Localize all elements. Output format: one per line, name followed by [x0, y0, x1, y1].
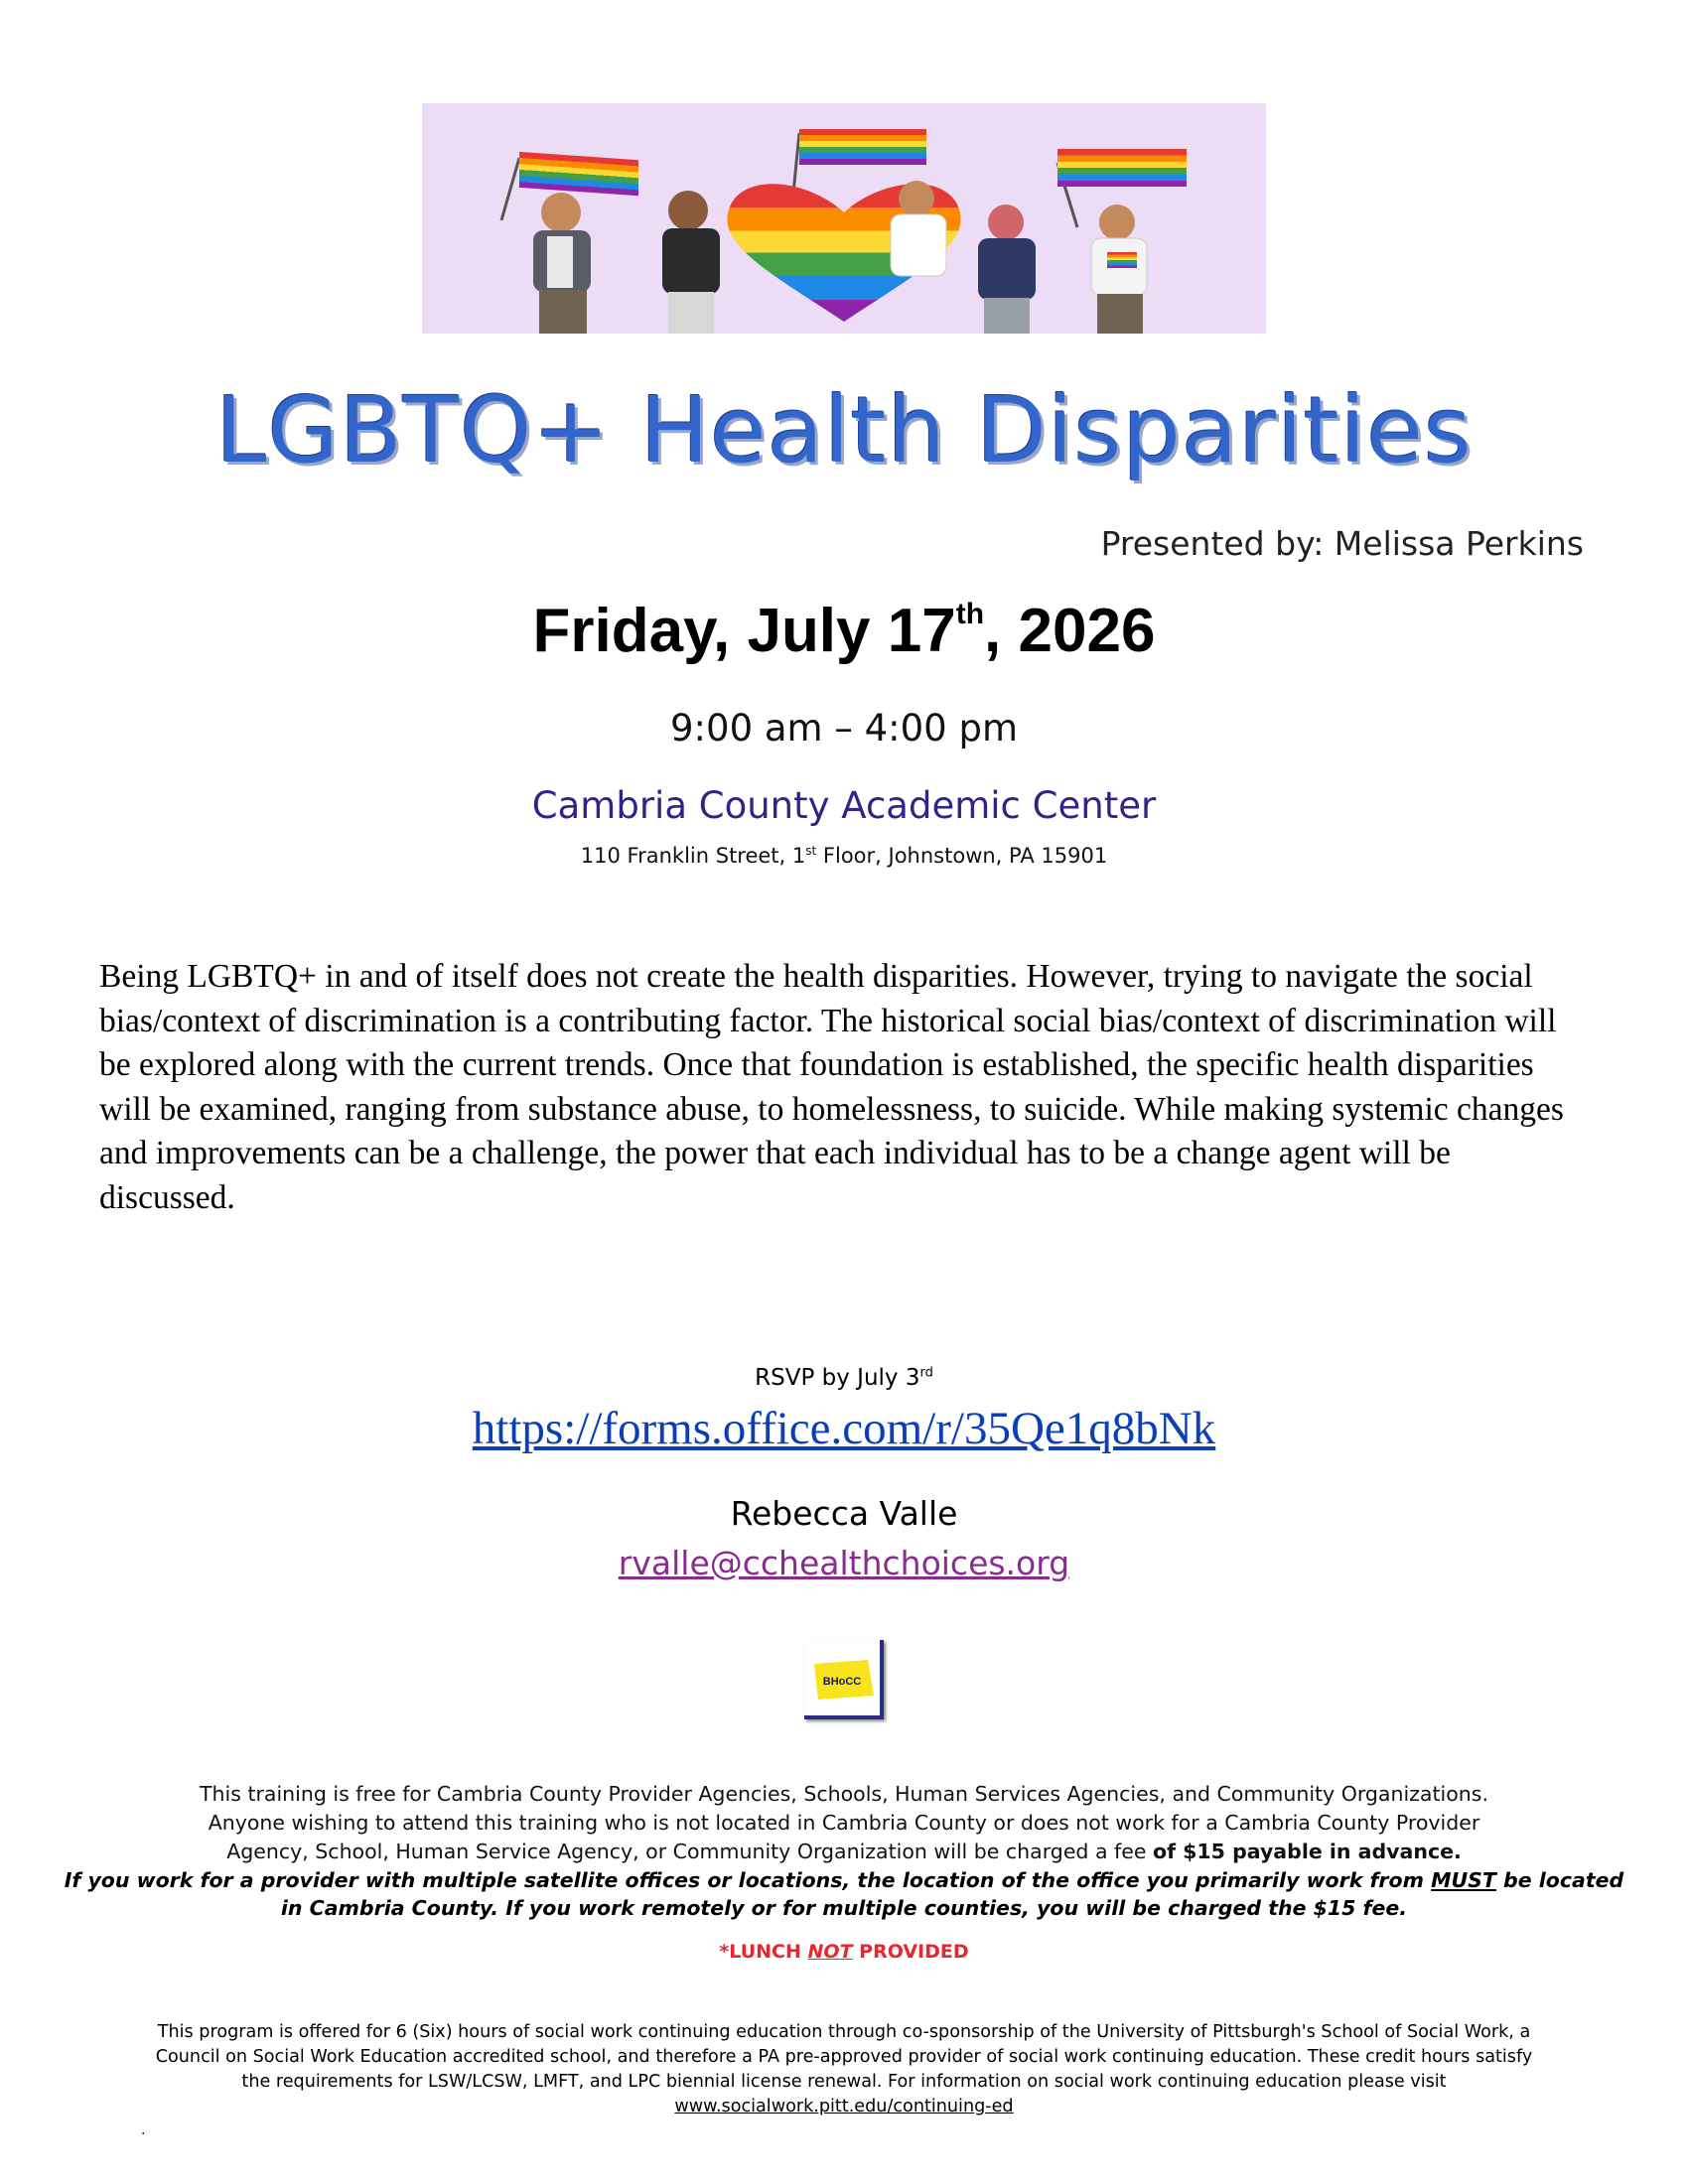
bhocc-logo-text: BHoCC — [822, 1676, 862, 1688]
footer-dot: . — [141, 2122, 146, 2138]
fee-line-3-text: Agency, School, Human Service Agency, or Community Organization will be charged a fee — [226, 1840, 1153, 1863]
page-title: LGBTQ+ Health Disparities — [215, 377, 1473, 483]
event-address — [0, 844, 1688, 868]
address-city: Floor, Johnstown, PA 15901 — [816, 844, 1108, 868]
lunch-not: NOT — [807, 1941, 853, 1963]
rsvp-deadline — [0, 1365, 1688, 1391]
event-date-ordinal: th — [955, 598, 985, 630]
rsvp-form-link[interactable]: https://forms.office.com/r/35Qe1q8bNk — [472, 1403, 1216, 1454]
continuing-education-notice — [0, 2020, 1688, 2119]
fee-line-3 — [0, 1838, 1688, 1866]
fee-notice — [0, 1780, 1688, 1866]
event-date-year: , 2026 — [984, 597, 1156, 665]
pride-banner-image — [422, 103, 1266, 334]
presenter-line: Presented by: Melissa Perkins — [1100, 524, 1584, 563]
ce-line-2: Council on Social Work Education accredited school, and therefore a PA pre-approved provider of social work continuing education. These credit hours satisfy — [155, 2047, 1533, 2067]
bhocc-logo-icon — [804, 1640, 880, 1715]
event-description: Being LGBTQ+ in and of itself does not create the health disparities. However, trying to navigate the social bias/context of discrimination is a contributing factor. The historical social bias/context of discrimination will be explored along with the current trends. Once that foundation is established, the specific health disparities will be examined, ranging from substance abuse, to homelessness, to suicide. While making systemic changes and improvements can be a challenge, the power that each individual has to be a change agent will be discussed. — [99, 958, 1564, 1216]
lunch-suffix: PROVIDED — [852, 1941, 969, 1963]
fee-line-2: Anyone wishing to attend this training who is not located in Cambria County or does not work for a Cambria County Provider — [208, 1811, 1480, 1835]
event-date-main: Friday, July 17 — [532, 597, 956, 665]
rsvp-ordinal: rd — [919, 1365, 933, 1381]
event-date — [0, 596, 1688, 666]
contact-name: Rebecca Valle — [730, 1494, 958, 1533]
fee-amount: of $15 payable in advance. — [1153, 1840, 1462, 1863]
location-policy-text: If you work for a provider with multiple satellite offices or locations, the location of the office you primarily work from — [64, 1868, 1432, 1892]
rsvp-text: RSVP by July 3 — [755, 1365, 920, 1391]
bhocc-logo — [804, 1640, 884, 1719]
address-ordinal: st — [805, 844, 817, 858]
contact-email-link[interactable]: rvalle@cchealthchoices.org — [618, 1544, 1070, 1582]
ce-line-1: This program is offered for 6 (Six) hours of social work continuing education through co-sponsorship of the University of Pittsburgh's School of Social Work, a — [157, 2022, 1531, 2042]
location-policy — [0, 1866, 1688, 1922]
pride-illustration — [422, 103, 1266, 334]
location-policy-suffix: be located — [1495, 1868, 1624, 1892]
event-venue: Cambria County Academic Center — [531, 784, 1157, 827]
location-policy-line-1 — [0, 1866, 1688, 1894]
lunch-prefix: *LUNCH — [719, 1941, 808, 1963]
location-policy-must: MUST — [1431, 1868, 1496, 1892]
address-street: 110 Franklin Street, 1 — [580, 844, 806, 868]
lunch-notice — [0, 1941, 1688, 1963]
location-policy-line-2: in Cambria County. If you work remotely or for multiple counties, you will be charged the $15 fee. — [280, 1896, 1408, 1920]
fee-line-1: This training is free for Cambria County Provider Agencies, Schools, Human Services Agencies, and Community Organizations. — [200, 1782, 1488, 1806]
event-time: 9:00 am – 4:00 pm — [670, 707, 1018, 750]
continuing-ed-link[interactable]: www.socialwork.pitt.edu/continuing-ed — [674, 2097, 1014, 2116]
ce-line-3: the requirements for LSW/LCSW, LMFT, and LPC biennial license renewal. For information on social work continuing education please visit — [241, 2072, 1447, 2092]
